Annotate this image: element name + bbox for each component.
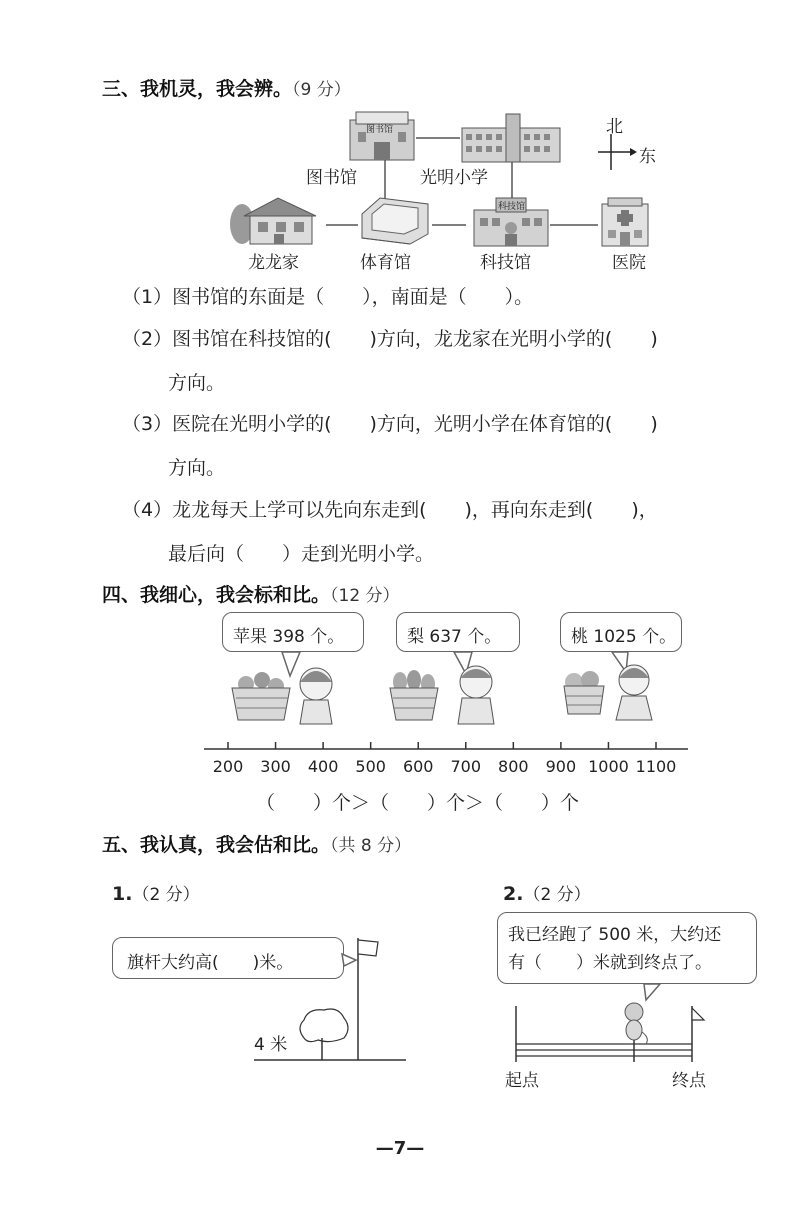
number-line-tick-label: 200 bbox=[212, 757, 244, 776]
label-library: 图书馆 bbox=[306, 168, 357, 188]
flag-icon bbox=[358, 940, 378, 956]
science-sign: 科技馆 bbox=[498, 202, 526, 212]
q3-2: （2）图书馆在科技馆的( )方向，龙龙家在光明小学的( ) bbox=[122, 328, 658, 350]
number-line-tick-label: 600 bbox=[402, 757, 434, 776]
tree-icon bbox=[300, 1009, 348, 1060]
number-line-tick-label: 700 bbox=[450, 757, 482, 776]
flagpole-bubble: 旗杆大约高( )米。 bbox=[112, 937, 344, 979]
label-school: 光明小学 bbox=[420, 168, 488, 188]
fruit-baskets-and-kids bbox=[0, 640, 800, 730]
compass-east: 东 bbox=[639, 147, 656, 167]
q3-4-cont: 最后向（ ）走到光明小学。 bbox=[168, 543, 435, 565]
library-sign: 图书馆 bbox=[366, 125, 394, 135]
q3-3: （3）医院在光明小学的( )方向，光明小学在体育馆的( ) bbox=[122, 413, 658, 435]
number-line-tick-label: 300 bbox=[260, 757, 291, 776]
number-line bbox=[0, 735, 800, 785]
page-number: —7— bbox=[375, 1138, 425, 1159]
compare-line: （ ）个＞（ ）个＞（ ）个 bbox=[256, 792, 580, 814]
number-line-tick-label: 800 bbox=[498, 757, 529, 776]
number-line-tick-label: 900 bbox=[545, 757, 577, 776]
label-longlong-home: 龙龙家 bbox=[248, 253, 299, 273]
q5-2-number: 2.（2 分） bbox=[503, 883, 591, 905]
monkey-icon bbox=[625, 1003, 647, 1044]
q5-1-number: 1.（2 分） bbox=[112, 883, 200, 905]
runner-bubble: 我已经跑了 500 米，大约还 有（ ）米就到终点了。 bbox=[497, 912, 757, 984]
label-science-museum: 科技馆 bbox=[480, 253, 531, 273]
girl-1-icon bbox=[300, 668, 332, 724]
girl-2-icon bbox=[616, 665, 652, 720]
q3-1: （1）图书馆的东面是（ ），南面是（ ）。 bbox=[122, 286, 534, 308]
end-label: 终点 bbox=[672, 1071, 706, 1091]
bubble-peaches: 桃 1025 个。 bbox=[560, 612, 682, 652]
longlong-home-building bbox=[230, 194, 326, 250]
number-line-tick-label: 1100 bbox=[635, 757, 677, 776]
label-gym: 体育馆 bbox=[360, 253, 411, 273]
boy-icon bbox=[458, 666, 494, 724]
start-label: 起点 bbox=[505, 1071, 539, 1091]
science-museum-building bbox=[472, 196, 550, 252]
section4-title: 四、我细心，我会标和比。（12 分） bbox=[102, 584, 400, 606]
section3-title: 三、我机灵，我会辨。（9 分） bbox=[102, 78, 351, 100]
peach-basket-icon bbox=[564, 671, 604, 714]
hospital-building bbox=[598, 196, 652, 252]
q3-4: （4）龙龙每天上学可以先向东走到( )，再向东走到( )， bbox=[122, 499, 658, 521]
finish-flag-icon bbox=[692, 1008, 704, 1020]
race-track bbox=[500, 982, 720, 1062]
gym-building bbox=[358, 194, 432, 250]
bubble-apples: 苹果 398 个。 bbox=[222, 612, 364, 652]
library-building bbox=[346, 110, 418, 166]
tree-height-label: 4 米 bbox=[254, 1035, 288, 1055]
apple-basket-icon bbox=[232, 672, 290, 720]
compass-north: 北 bbox=[606, 117, 623, 137]
bubble-pears: 梨 637 个。 bbox=[396, 612, 520, 652]
number-line-tick-label: 500 bbox=[355, 757, 386, 776]
q3-2-cont: 方向。 bbox=[168, 372, 226, 394]
label-hospital: 医院 bbox=[612, 253, 646, 273]
school-building bbox=[460, 110, 562, 168]
number-line-tick-label: 400 bbox=[307, 757, 339, 776]
section5-title: 五、我认真，我会估和比。（共 8 分） bbox=[102, 834, 412, 856]
number-line-tick-label: 1000 bbox=[588, 757, 629, 776]
q3-3-cont: 方向。 bbox=[168, 457, 226, 479]
pear-basket-icon bbox=[390, 670, 438, 720]
